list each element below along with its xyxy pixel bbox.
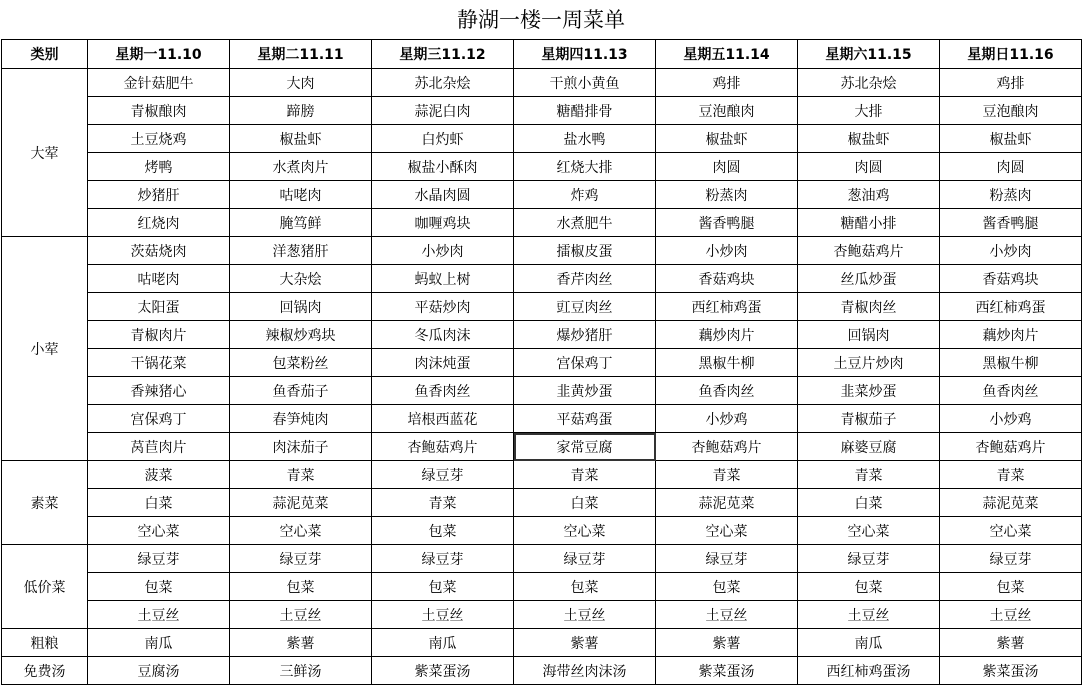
dish-cell[interactable]: 粉蒸肉 [656, 181, 798, 209]
dish-cell[interactable]: 青菜 [514, 461, 656, 489]
dish-cell[interactable]: 鱼香肉丝 [372, 377, 514, 405]
dish-cell[interactable]: 包菜 [372, 517, 514, 545]
category-cell[interactable]: 粗粮 [2, 629, 88, 657]
dish-cell[interactable]: 回锅肉 [798, 321, 940, 349]
dish-cell[interactable]: 香辣猪心 [88, 377, 230, 405]
dish-cell[interactable]: 杏鲍菇鸡片 [656, 433, 798, 461]
dish-cell[interactable]: 紫菜蛋汤 [372, 657, 514, 685]
dish-cell[interactable]: 酱香鸭腿 [656, 209, 798, 237]
dish-cell[interactable]: 绿豆芽 [230, 545, 372, 573]
dish-cell[interactable]: 小炒肉 [940, 237, 1082, 265]
dish-cell[interactable]: 椒盐小酥肉 [372, 153, 514, 181]
dish-cell[interactable]: 肉圆 [940, 153, 1082, 181]
dish-cell[interactable]: 南瓜 [798, 629, 940, 657]
dish-cell[interactable]: 莴苣肉片 [88, 433, 230, 461]
category-cell[interactable]: 素菜 [2, 461, 88, 545]
dish-cell[interactable]: 空心菜 [514, 517, 656, 545]
dish-cell[interactable]: 大杂烩 [230, 265, 372, 293]
dish-cell[interactable]: 擂椒皮蛋 [514, 237, 656, 265]
dish-cell[interactable]: 绿豆芽 [88, 545, 230, 573]
table-row [2, 293, 1082, 321]
dish-cell[interactable]: 培根西蓝花 [372, 405, 514, 433]
dish-cell[interactable]: 绿豆芽 [372, 461, 514, 489]
dish-cell[interactable]: 紫薯 [656, 629, 798, 657]
table-row [2, 601, 1082, 629]
dish-cell[interactable]: 椒盐虾 [656, 125, 798, 153]
dish-cell[interactable]: 炸鸡 [514, 181, 656, 209]
dish-cell[interactable]: 黑椒牛柳 [656, 349, 798, 377]
dish-cell[interactable]: 小炒肉 [372, 237, 514, 265]
dish-cell[interactable]: 土豆丝 [940, 601, 1082, 629]
table-row [2, 629, 1082, 657]
dish-cell[interactable]: 杏鲍菇鸡片 [798, 237, 940, 265]
dish-cell[interactable]: 土豆丝 [656, 601, 798, 629]
dish-cell[interactable]: 水晶肉圆 [372, 181, 514, 209]
dish-cell[interactable]: 空心菜 [230, 517, 372, 545]
category-cell[interactable]: 大荤 [2, 69, 88, 237]
dish-cell[interactable]: 包菜 [940, 573, 1082, 601]
dish-cell[interactable]: 青椒肉片 [88, 321, 230, 349]
dish-cell[interactable]: 包菜 [798, 573, 940, 601]
dish-cell[interactable]: 韭菜炒蛋 [798, 377, 940, 405]
dish-cell[interactable]: 南瓜 [88, 629, 230, 657]
table-row [2, 153, 1082, 181]
dish-cell[interactable]: 包菜 [514, 573, 656, 601]
dish-cell[interactable]: 藕炒肉片 [656, 321, 798, 349]
dish-cell[interactable]: 青椒酿肉 [88, 97, 230, 125]
dish-cell[interactable]: 炒猪肝 [88, 181, 230, 209]
dish-cell[interactable]: 肉沫茄子 [230, 433, 372, 461]
dish-cell[interactable]: 冬瓜肉沫 [372, 321, 514, 349]
dish-cell[interactable]: 土豆丝 [88, 601, 230, 629]
dish-cell[interactable]: 茨菇烧肉 [88, 237, 230, 265]
dish-cell[interactable]: 西红柿鸡蛋汤 [798, 657, 940, 685]
table-row [2, 405, 1082, 433]
dish-cell[interactable]: 土豆片炒肉 [798, 349, 940, 377]
dish-cell[interactable]: 白菜 [798, 489, 940, 517]
column-header-day[interactable]: 星期四11.13 [514, 40, 656, 69]
column-header-day[interactable]: 星期日11.16 [940, 40, 1082, 69]
dish-cell[interactable]: 包菜 [230, 573, 372, 601]
dish-cell[interactable]: 青椒肉丝 [798, 293, 940, 321]
dish-cell[interactable]: 咖喱鸡块 [372, 209, 514, 237]
dish-cell[interactable]: 小炒肉 [656, 237, 798, 265]
dish-cell[interactable]: 包菜 [88, 573, 230, 601]
column-header-day[interactable]: 星期三11.12 [372, 40, 514, 69]
dish-cell[interactable]: 烤鸭 [88, 153, 230, 181]
table-row [2, 433, 1082, 461]
dish-cell[interactable]: 麻婆豆腐 [798, 433, 940, 461]
dish-cell[interactable]: 海带丝肉沫汤 [514, 657, 656, 685]
table-row [2, 97, 1082, 125]
column-header-day[interactable]: 星期五11.14 [656, 40, 798, 69]
table-row [2, 573, 1082, 601]
dish-cell[interactable]: 绿豆芽 [372, 545, 514, 573]
dish-cell[interactable]: 葱油鸡 [798, 181, 940, 209]
dish-cell[interactable]: 粉蒸肉 [940, 181, 1082, 209]
menu-body [2, 69, 1082, 685]
table-row [2, 349, 1082, 377]
table-row [2, 377, 1082, 405]
dish-cell[interactable]: 土豆丝 [798, 601, 940, 629]
dish-cell[interactable]: 干锅花菜 [88, 349, 230, 377]
dish-cell[interactable]: 香芹肉丝 [514, 265, 656, 293]
dish-cell[interactable]: 紫菜蛋汤 [656, 657, 798, 685]
table-row [2, 321, 1082, 349]
category-cell[interactable]: 免费汤 [2, 657, 88, 685]
dish-cell[interactable]: 金针菇肥牛 [88, 69, 230, 97]
dish-cell[interactable]: 蚂蚁上树 [372, 265, 514, 293]
column-header-day[interactable]: 星期一11.10 [88, 40, 230, 69]
dish-cell[interactable]: 鸡排 [656, 69, 798, 97]
dish-cell[interactable]: 苏北杂烩 [798, 69, 940, 97]
dish-cell[interactable]: 包菜 [372, 573, 514, 601]
table-row [2, 517, 1082, 545]
dish-cell[interactable]: 空心菜 [798, 517, 940, 545]
dish-cell[interactable]: 干煎小黄鱼 [514, 69, 656, 97]
dish-cell[interactable]: 三鲜汤 [230, 657, 372, 685]
dish-cell[interactable]: 爆炒猪肝 [514, 321, 656, 349]
table-row [2, 125, 1082, 153]
dish-cell[interactable]: 平菇鸡蛋 [514, 405, 656, 433]
page-title: 静湖一楼一周菜单 [457, 8, 625, 32]
dish-cell[interactable]: 回锅肉 [230, 293, 372, 321]
dish-cell[interactable]: 青菜 [230, 461, 372, 489]
dish-cell[interactable]: 南瓜 [372, 629, 514, 657]
dish-cell[interactable]: 白灼虾 [372, 125, 514, 153]
dish-cell[interactable]: 小炒鸡 [940, 405, 1082, 433]
dish-cell[interactable]: 糖醋排骨 [514, 97, 656, 125]
dish-cell[interactable]: 蒜泥白肉 [372, 97, 514, 125]
dish-cell[interactable]: 大排 [798, 97, 940, 125]
dish-cell[interactable]: 土豆烧鸡 [88, 125, 230, 153]
table-row [2, 657, 1082, 685]
dish-cell[interactable]: 肉沫炖蛋 [372, 349, 514, 377]
dish-cell[interactable]: 洋葱猪肝 [230, 237, 372, 265]
dish-cell[interactable]: 丝瓜炒蛋 [798, 265, 940, 293]
dish-cell[interactable]: 白菜 [88, 489, 230, 517]
dish-cell[interactable]: 豇豆肉丝 [514, 293, 656, 321]
column-header-category[interactable]: 类别 [2, 40, 88, 69]
dish-cell[interactable]: 绿豆芽 [514, 545, 656, 573]
weekly-menu-table [1, 39, 1082, 685]
dish-cell[interactable]: 肉圆 [656, 153, 798, 181]
dish-cell[interactable]: 香菇鸡块 [656, 265, 798, 293]
dish-cell[interactable]: 鱼香肉丝 [656, 377, 798, 405]
dish-cell[interactable]: 鱼香肉丝 [940, 377, 1082, 405]
dish-cell[interactable]: 空心菜 [656, 517, 798, 545]
dish-cell[interactable]: 水煮肉片 [230, 153, 372, 181]
category-cell[interactable]: 小荤 [2, 237, 88, 461]
dish-cell[interactable]: 水煮肥牛 [514, 209, 656, 237]
dish-cell[interactable]: 蹄膀 [230, 97, 372, 125]
dish-cell[interactable]: 辣椒炒鸡块 [230, 321, 372, 349]
table-row [2, 237, 1082, 265]
dish-cell[interactable]: 咕咾肉 [230, 181, 372, 209]
dish-cell[interactable]: 小炒鸡 [656, 405, 798, 433]
dish-cell[interactable]: 椒盐虾 [230, 125, 372, 153]
table-row [2, 209, 1082, 237]
dish-cell[interactable]: 鸡排 [940, 69, 1082, 97]
dish-cell[interactable]: 包菜粉丝 [230, 349, 372, 377]
table-row [2, 181, 1082, 209]
column-header-day[interactable]: 星期二11.11 [230, 40, 372, 69]
dish-cell[interactable]: 青菜 [940, 461, 1082, 489]
dish-cell[interactable]: 青菜 [656, 461, 798, 489]
table-row [2, 265, 1082, 293]
dish-cell[interactable]: 椒盐虾 [940, 125, 1082, 153]
table-row [2, 489, 1082, 517]
dish-cell[interactable]: 土豆丝 [514, 601, 656, 629]
dish-cell[interactable]: 平菇炒肉 [372, 293, 514, 321]
dish-cell[interactable]: 西红柿鸡蛋 [940, 293, 1082, 321]
dish-cell[interactable]: 西红柿鸡蛋 [656, 293, 798, 321]
dish-cell[interactable]: 肉圆 [798, 153, 940, 181]
dish-cell[interactable]: 绿豆芽 [798, 545, 940, 573]
dish-cell[interactable]: 紫薯 [230, 629, 372, 657]
dish-cell[interactable]: 香菇鸡块 [940, 265, 1082, 293]
dish-cell[interactable]: 红烧肉 [88, 209, 230, 237]
dish-cell[interactable]: 空心菜 [88, 517, 230, 545]
dish-cell[interactable]: 青椒茄子 [798, 405, 940, 433]
dish-cell[interactable]: 土豆丝 [372, 601, 514, 629]
dish-cell[interactable]: 蒜泥苋菜 [940, 489, 1082, 517]
dish-cell[interactable]: 咕咾肉 [88, 265, 230, 293]
dish-cell[interactable]: 紫菜蛋汤 [940, 657, 1082, 685]
dish-cell[interactable]: 鱼香茄子 [230, 377, 372, 405]
dish-cell[interactable]: 春笋炖肉 [230, 405, 372, 433]
dish-cell[interactable]: 盐水鸭 [514, 125, 656, 153]
table-row [2, 545, 1082, 573]
dish-cell[interactable]: 太阳蛋 [88, 293, 230, 321]
dish-cell[interactable]: 酱香鸭腿 [940, 209, 1082, 237]
dish-cell[interactable]: 豆泡酿肉 [940, 97, 1082, 125]
dish-cell[interactable]: 蒜泥苋菜 [230, 489, 372, 517]
dish-cell[interactable]: 腌笃鲜 [230, 209, 372, 237]
dish-cell[interactable]: 蒜泥苋菜 [656, 489, 798, 517]
dish-cell[interactable]: 宫保鸡丁 [514, 349, 656, 377]
dish-cell[interactable]: 白菜 [514, 489, 656, 517]
dish-cell[interactable]: 豆泡酿肉 [656, 97, 798, 125]
dish-cell[interactable]: 绿豆芽 [940, 545, 1082, 573]
table-row [2, 461, 1082, 489]
dish-cell[interactable]: 椒盐虾 [798, 125, 940, 153]
header-row [2, 40, 1082, 69]
dish-cell[interactable]: 红烧大排 [514, 153, 656, 181]
dish-cell[interactable]: 土豆丝 [230, 601, 372, 629]
dish-cell[interactable]: 宫保鸡丁 [88, 405, 230, 433]
dish-cell[interactable]: 杏鲍菇鸡片 [372, 433, 514, 461]
column-header-day[interactable]: 星期六11.15 [798, 40, 940, 69]
dish-cell[interactable]: 绿豆芽 [656, 545, 798, 573]
dish-cell[interactable]: 杏鲍菇鸡片 [940, 433, 1082, 461]
dish-cell[interactable]: 豆腐汤 [88, 657, 230, 685]
category-cell[interactable]: 低价菜 [2, 545, 88, 629]
selected-dish-cell[interactable]: 家常豆腐 [514, 433, 656, 461]
dish-cell[interactable]: 韭黄炒蛋 [514, 377, 656, 405]
dish-cell[interactable]: 黑椒牛柳 [940, 349, 1082, 377]
dish-cell[interactable]: 苏北杂烩 [372, 69, 514, 97]
dish-cell[interactable]: 紫薯 [514, 629, 656, 657]
dish-cell[interactable]: 糖醋小排 [798, 209, 940, 237]
dish-cell[interactable]: 大肉 [230, 69, 372, 97]
table-row [2, 69, 1082, 97]
dish-cell[interactable]: 包菜 [656, 573, 798, 601]
dish-cell[interactable]: 藕炒肉片 [940, 321, 1082, 349]
dish-cell[interactable]: 青菜 [798, 461, 940, 489]
dish-cell[interactable]: 青菜 [372, 489, 514, 517]
dish-cell[interactable]: 紫薯 [940, 629, 1082, 657]
dish-cell[interactable]: 空心菜 [940, 517, 1082, 545]
dish-cell[interactable]: 菠菜 [88, 461, 230, 489]
